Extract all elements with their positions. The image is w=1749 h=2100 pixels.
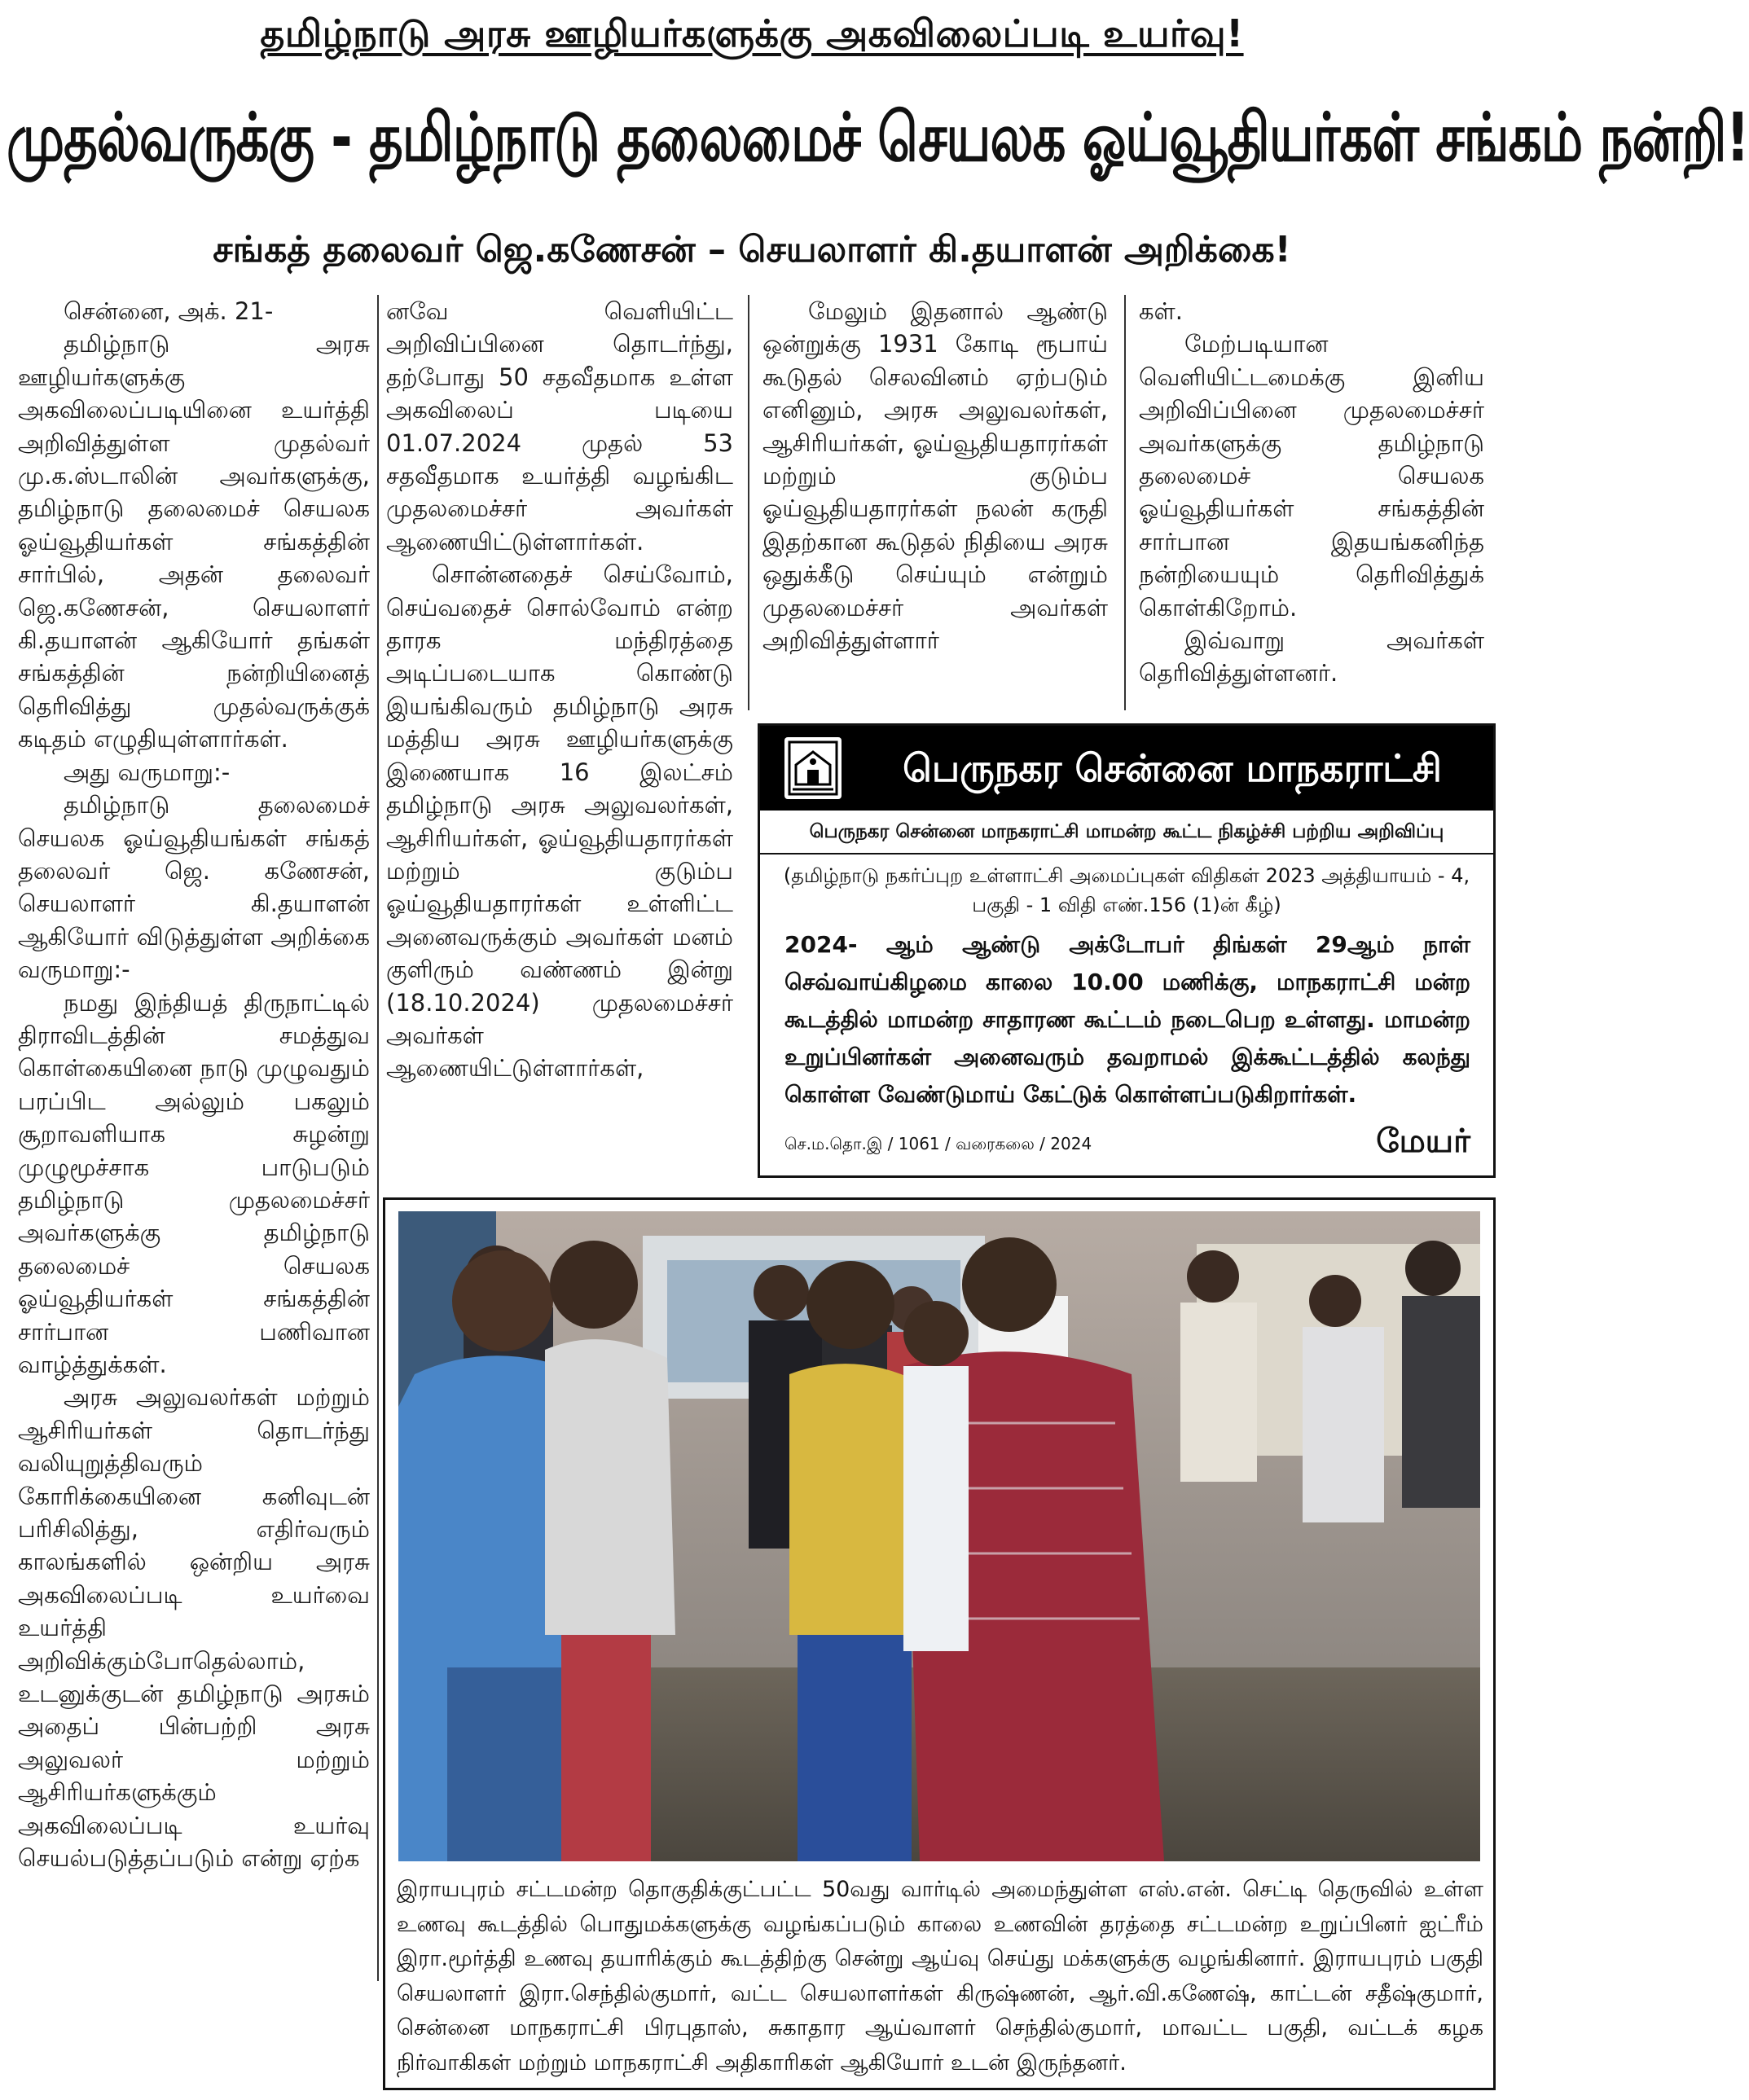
paragraph: மேற்படியான வெளியிட்டமைக்கு இனிய அறிவிப்பினை முதலமைச்சர் அவர்களுக்கு தமிழ்நாடு தலைமைச் செயலக ஓய்வூதியர்கள் சங்கத்தின் சார்பான இதயங்கனிந்த நன்றியையும் தெரிவித்துக் கொள்கிறோம். (1139, 330, 1484, 622)
article-column-4 (1139, 295, 1484, 710)
paragraph: சொன்னதைச் செய்வோம், செய்வதைச் சொல்வோம் என்ற தாரக மந்திரத்தை அடிப்படையாக கொண்டு இயங்கிவரும் தமிழ்நாடு அரசு மத்திய அரசு ஊழியர்களுக்கு இணையாக 16 இலட்சம் தமிழ்நாடு அரசு அலுவலர்கள், ஆசிரியர்கள், ஓய்வூதியதாரர்கள் மற்றும் குடும்ப ஓய்வூதியதாரர்கள் உள்ளிட்ட அனைவருக்கும் அவர்கள் மனம் குளிரும் வண்ணம் இன்று (18.10.2024) முதலமைச்சர் அவர்கள் ஆணையிட்டுள்ளார்கள், (386, 560, 733, 1083)
ad-header (760, 726, 1493, 811)
person-white-shirt (903, 1301, 969, 1651)
notice-reference-number: செ.ம.தொ.இ / 1061 / வரைகலை / 2024 (784, 1134, 1092, 1153)
notice-rule-reference: (தமிழ்நாடு நகர்ப்புற உள்ளாட்சி அமைப்புகள் விதிகள் 2023 அத்தியாயம் - 4, பகுதி - 1 விதி எண்.156 (1)ன் கீழ்) (783, 864, 1470, 916)
main-headline: முதல்வருக்கு - தமிழ்நாடு தலைமைச் செயலக ஓய்வூதியர்கள் சங்கம் நன்றி! (7, 99, 1749, 178)
corporation-notice-ad (758, 723, 1496, 1178)
paragraph: கள். (1139, 297, 1183, 325)
dateline: சென்னை, அக். 21- (64, 297, 274, 325)
article-column-3 (762, 295, 1108, 710)
photo-block (383, 1197, 1496, 2090)
paragraph: மேலும் இதனால் ஆண்டு ஒன்றுக்கு 1931 கோடி ரூபாய் கூடுதல் செலவினம் ஏற்படும் எனினும், அரசு அலுவலர்கள், ஆசிரியர்கள், ஓய்வூதியதாரர்கள் மற்றும் குடும்ப ஓய்வூதியதாரர்கள் நலன் கருதி இதற்கான கூடுதல் நிதியை அரசு ஒதுக்கீடு செய்யும் என்றும் முதலமைச்சர் அவர்கள் அறிவித்துள்ளார் (762, 297, 1108, 655)
sub-headline: சங்கத் தலைவர் ஜெ.கணேசன் – செயலாளர் கி.தயாளன் அறிக்கை! (213, 229, 1291, 270)
column-rule (748, 295, 749, 710)
notice-title: பெருநகர சென்னை மாநகராட்சி மாமன்ற கூட்ட நிகழ்ச்சி பற்றிய அறிவிப்பு (760, 811, 1493, 854)
paragraph: தமிழ்நாடு தலைமைச் செயலக ஓய்வூதியங்கள் சங்கத் தலைவர் ஜெ. கணேசன், செயலாளர் கி.தயாளன் ஆகியோர் விடுத்துள்ள அறிக்கை வருமாறு:- (18, 791, 370, 984)
paragraph: அது வருமாறு:- (64, 758, 231, 786)
kicker-headline: தமிழ்நாடு அரசு ஊழியர்களுக்கு அகவிலைப்படி உயர்வு! (260, 11, 1244, 55)
corporation-emblem-icon (784, 737, 842, 799)
column-rule (377, 295, 379, 1981)
photo-caption: இராயபுரம் சட்டமன்ற தொகுதிக்குட்பட்ட 50வது வார்டில் அமைந்துள்ள எஸ்.என். செட்டி தெருவில் உள்ள உணவு கூடத்தில் பொதுமக்களுக்கு வழங்கப்படும் காலை உணவின் தரத்தை சட்டமன்ற உறுப்பினர் ஐட்ரீம் இரா.மூர்த்தி உணவு தயாரிக்கும் கூடத்திற்கு சென்று ஆய்வு செய்து மக்களுக்கு வழங்கினார். இராயபுரம் பகுதி செயலாளர் இரா.செந்தில்குமார், வட்ட செயலாளர்கள் கிருஷ்ணன், ஆர்.வி.கணேஷ், காட்டன் சதீஷ்குமார், சென்னை மாநகராட்சி பிரபுதாஸ், சுகாதார ஆய்வாளர் செந்தில்குமார், மாவட்ட பகுதி, வட்டக் கழக நிர்வாகிகள் மற்றும் மாநகராட்சி அதிகாரிகள் ஆகியோர் உடன் இருந்தனர். (397, 1877, 1483, 2076)
paragraph: தமிழ்நாடு அரசு ஊழியர்களுக்கு அகவிலைப்படியினை உயர்த்தி அறிவித்துள்ள முதல்வர் மு.க.ஸ்டாலின் அவர்களுக்கு, தமிழ்நாடு தலைமைச் செயலக ஓய்வூதியர்கள் சங்கத்தின் சார்பில், அதன் தலைவர் ஜெ.கணேசன், செயலாளர் கி.தயாளன் ஆகியோர் தங்கள் சங்கத்தின் நன்றியினைத் தெரிவித்து முதல்வருக்குக் கடிதம் எழுதியுள்ளார்கள். (18, 330, 370, 753)
notice-body: 2024- ஆம் ஆண்டு அக்டோபர் திங்கள் 29ஆம் நாள் செவ்வாய்கிழமை காலை 10.00 மணிக்கு, மாநகராட்சி மன்ற கூடத்தில் மாமன்ற சாதாரண கூட்டம் நடைபெற உள்ளது. மாமன்ற உறுப்பினர்கள் அனைவரும் தவறாமல் இக்கூட்டத்தில் கலந்து கொள்ள வேண்டுமாய் கேட்டுக் கொள்ளப்படுகிறார்கள். (784, 931, 1470, 1108)
column-rule (1124, 295, 1126, 710)
paragraph: னவே வெளியிட்ட அறிவிப்பினை தொடர்ந்து, தற்போது 50 சதவீதமாக உள்ள அகவிலைப் படியை 01.07.2024 முதல் 53 சதவீதமாக உயர்த்தி வழங்கிட முதலமைச்சர் அவர்கள் ஆணையிட்டுள்ளார்கள். (386, 297, 733, 556)
group-photo (398, 1211, 1480, 1861)
paragraph: நமது இந்தியத் திருநாட்டில் திராவிடத்தின் சமத்துவ கொள்கையினை நாடு முழுவதும் பரப்பிட அல்லும் பகலும் சூறாவளியாக சுழன்று முழுமூச்சாக பாடுபடும் தமிழ்நாடு முதலமைச்சர் அவர்களுக்கு தமிழ்நாடு தலைமைச் செயலக ஓய்வூதியர்கள் சங்கத்தின் சார்பான பணிவான வாழ்த்துக்கள். (18, 988, 370, 1378)
article-column-1 (18, 295, 370, 1981)
article-column-2 (386, 295, 733, 1183)
paragraph: இவ்வாறு அவர்கள் தெரிவித்துள்ளனர். (1139, 626, 1484, 688)
notice-signatory: மேயர் (1376, 1122, 1470, 1160)
paragraph: அரசு அலுவலர்கள் மற்றும் ஆசிரியர்கள் தொடர்ந்து வலியுறுத்திவரும் கோரிக்கையினை கனிவுடன் பரிசிலித்து, எதிர்வரும் காலங்களில் ஒன்றிய அரசு அகவிலைப்படி உயர்வை உயர்த்தி அறிவிக்கும்போதெல்லாம், உடனுக்குடன் தமிழ்நாடு அரசும் அதைப் பின்பற்றி அரசு அலுவலர் மற்றும் ஆசிரியர்களுக்கும் அகவிலைப்படி உயர்வு செயல்படுத்தப்படும் என்று ஏற்க (18, 1383, 370, 1873)
ad-title: பெருநகர சென்னை மாநகராட்சி (903, 746, 1442, 790)
